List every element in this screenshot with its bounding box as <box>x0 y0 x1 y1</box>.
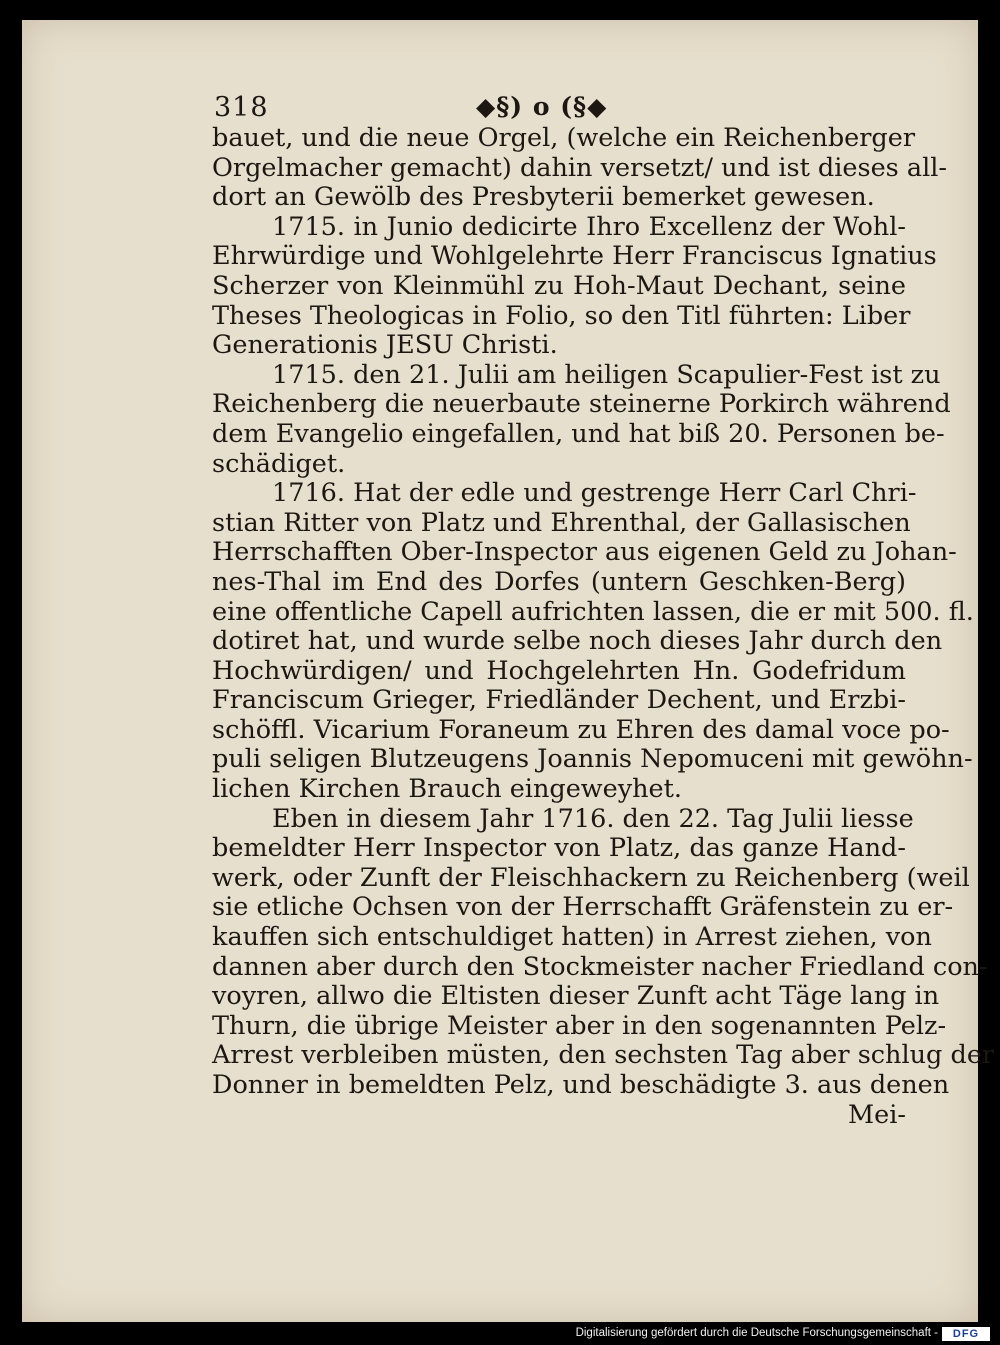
text-line: Thurn, die übrige Meister aber in den sogenannten Pelz- <box>212 1010 947 1041</box>
text-line: nes-Thal im End des Dorfes (untern Geschken-Berg) <box>212 566 906 597</box>
text-line: 1716. Hat der edle und gestrenge Herr Carl Chri- <box>272 478 917 509</box>
text-line: kauffen sich entschuldiget hatten) in Arrest ziehen, von <box>212 922 932 953</box>
text-line: werk, oder Zunft der Fleischhackern zu Reichenberg (weil <box>212 862 970 893</box>
page-number: 318 <box>214 92 269 123</box>
text-line: eine offentliche Capell aufrichten lassen, die er mit 500. fl. <box>212 596 974 627</box>
body-text <box>212 123 995 1130</box>
text-line: Ehrwürdige und Wohlgelehrte Herr Franciscus Ignatius <box>212 241 937 272</box>
text-line: Mei- <box>848 1099 906 1130</box>
text-line: Reichenberg die neuerbaute steinerne Porkirch während <box>212 389 951 420</box>
text-line: stian Ritter von Platz und Ehrenthal, der Gallasischen <box>212 507 911 538</box>
text-line: Arrest verbleiben müsten, den sechsten Tag aber schlug der <box>212 1040 995 1071</box>
text-line: bauet, und die neue Orgel, (welche ein Reichenberger <box>212 123 916 153</box>
dfg-logo: DFG <box>942 1327 990 1341</box>
text-line: Generationis JESU Christi. <box>212 330 558 361</box>
text-line: Eben in diesem Jahr 1716. den 22. Tag Julii liesse <box>272 803 914 834</box>
text-line: schöffl. Vicarium Foraneum zu Ehren des damal voce po- <box>212 714 950 745</box>
text-line: dem Evangelio eingefallen, und hat biß 20. Personen be- <box>212 418 945 449</box>
text-line: puli seligen Blutzeugens Joannis Nepomuceni mit gewöhn- <box>212 744 973 775</box>
text-line: Herrschafften Ober-Inspector aus eigenen Geld zu Johan- <box>212 537 957 568</box>
digitization-credit: Digitalisierung gefördert durch die Deutsche Forschungsgemeinschaft - <box>575 1327 938 1339</box>
text-line: voyren, allwo die Eltisten dieser Zunft acht Täge lang in <box>212 981 940 1012</box>
text-line: Franciscum Grieger, Friedländer Dechent, und Erzbi- <box>212 685 906 716</box>
text-line: Orgelmacher gemacht) dahin versetzt/ und ist dieses all- <box>212 152 948 183</box>
text-line: dort an Gewölb des Presbyterii bemerket gewesen. <box>212 182 875 213</box>
text-line: 1715. in Junio dedicirte Ihro Excellenz der Wohl- <box>272 211 906 242</box>
text-line: dannen aber durch den Stockmeister nacher Friedland con- <box>212 951 988 982</box>
text-line: Donner in bemeldten Pelz, und beschädigte 3. aus denen <box>212 1070 950 1100</box>
header-ornament: ◆§) o (§◆ <box>476 92 608 121</box>
text-line: Hochwürdigen/ und Hochgelehrten Hn. Godefridum <box>212 655 906 686</box>
text-line: Theses Theologicas in Folio, so den Titl führten: Liber <box>212 300 911 331</box>
text-line: sie etliche Ochsen von der Herrschafft Gräfenstein zu er- <box>212 892 954 923</box>
text-line: dotiret hat, und wurde selbe noch dieses Jahr durch den <box>212 626 943 657</box>
text-line: schädiget. <box>212 448 346 479</box>
text-line: lichen Kirchen Brauch eingeweyhet. <box>212 774 682 805</box>
text-line: 1715. den 21. Julii am heiligen Scapulier-Fest ist zu <box>272 359 941 390</box>
text-line: Scherzer von Kleinmühl zu Hoh-Maut Dechant, seine <box>212 270 906 301</box>
text-line: bemeldter Herr Inspector von Platz, das ganze Hand- <box>212 833 906 864</box>
